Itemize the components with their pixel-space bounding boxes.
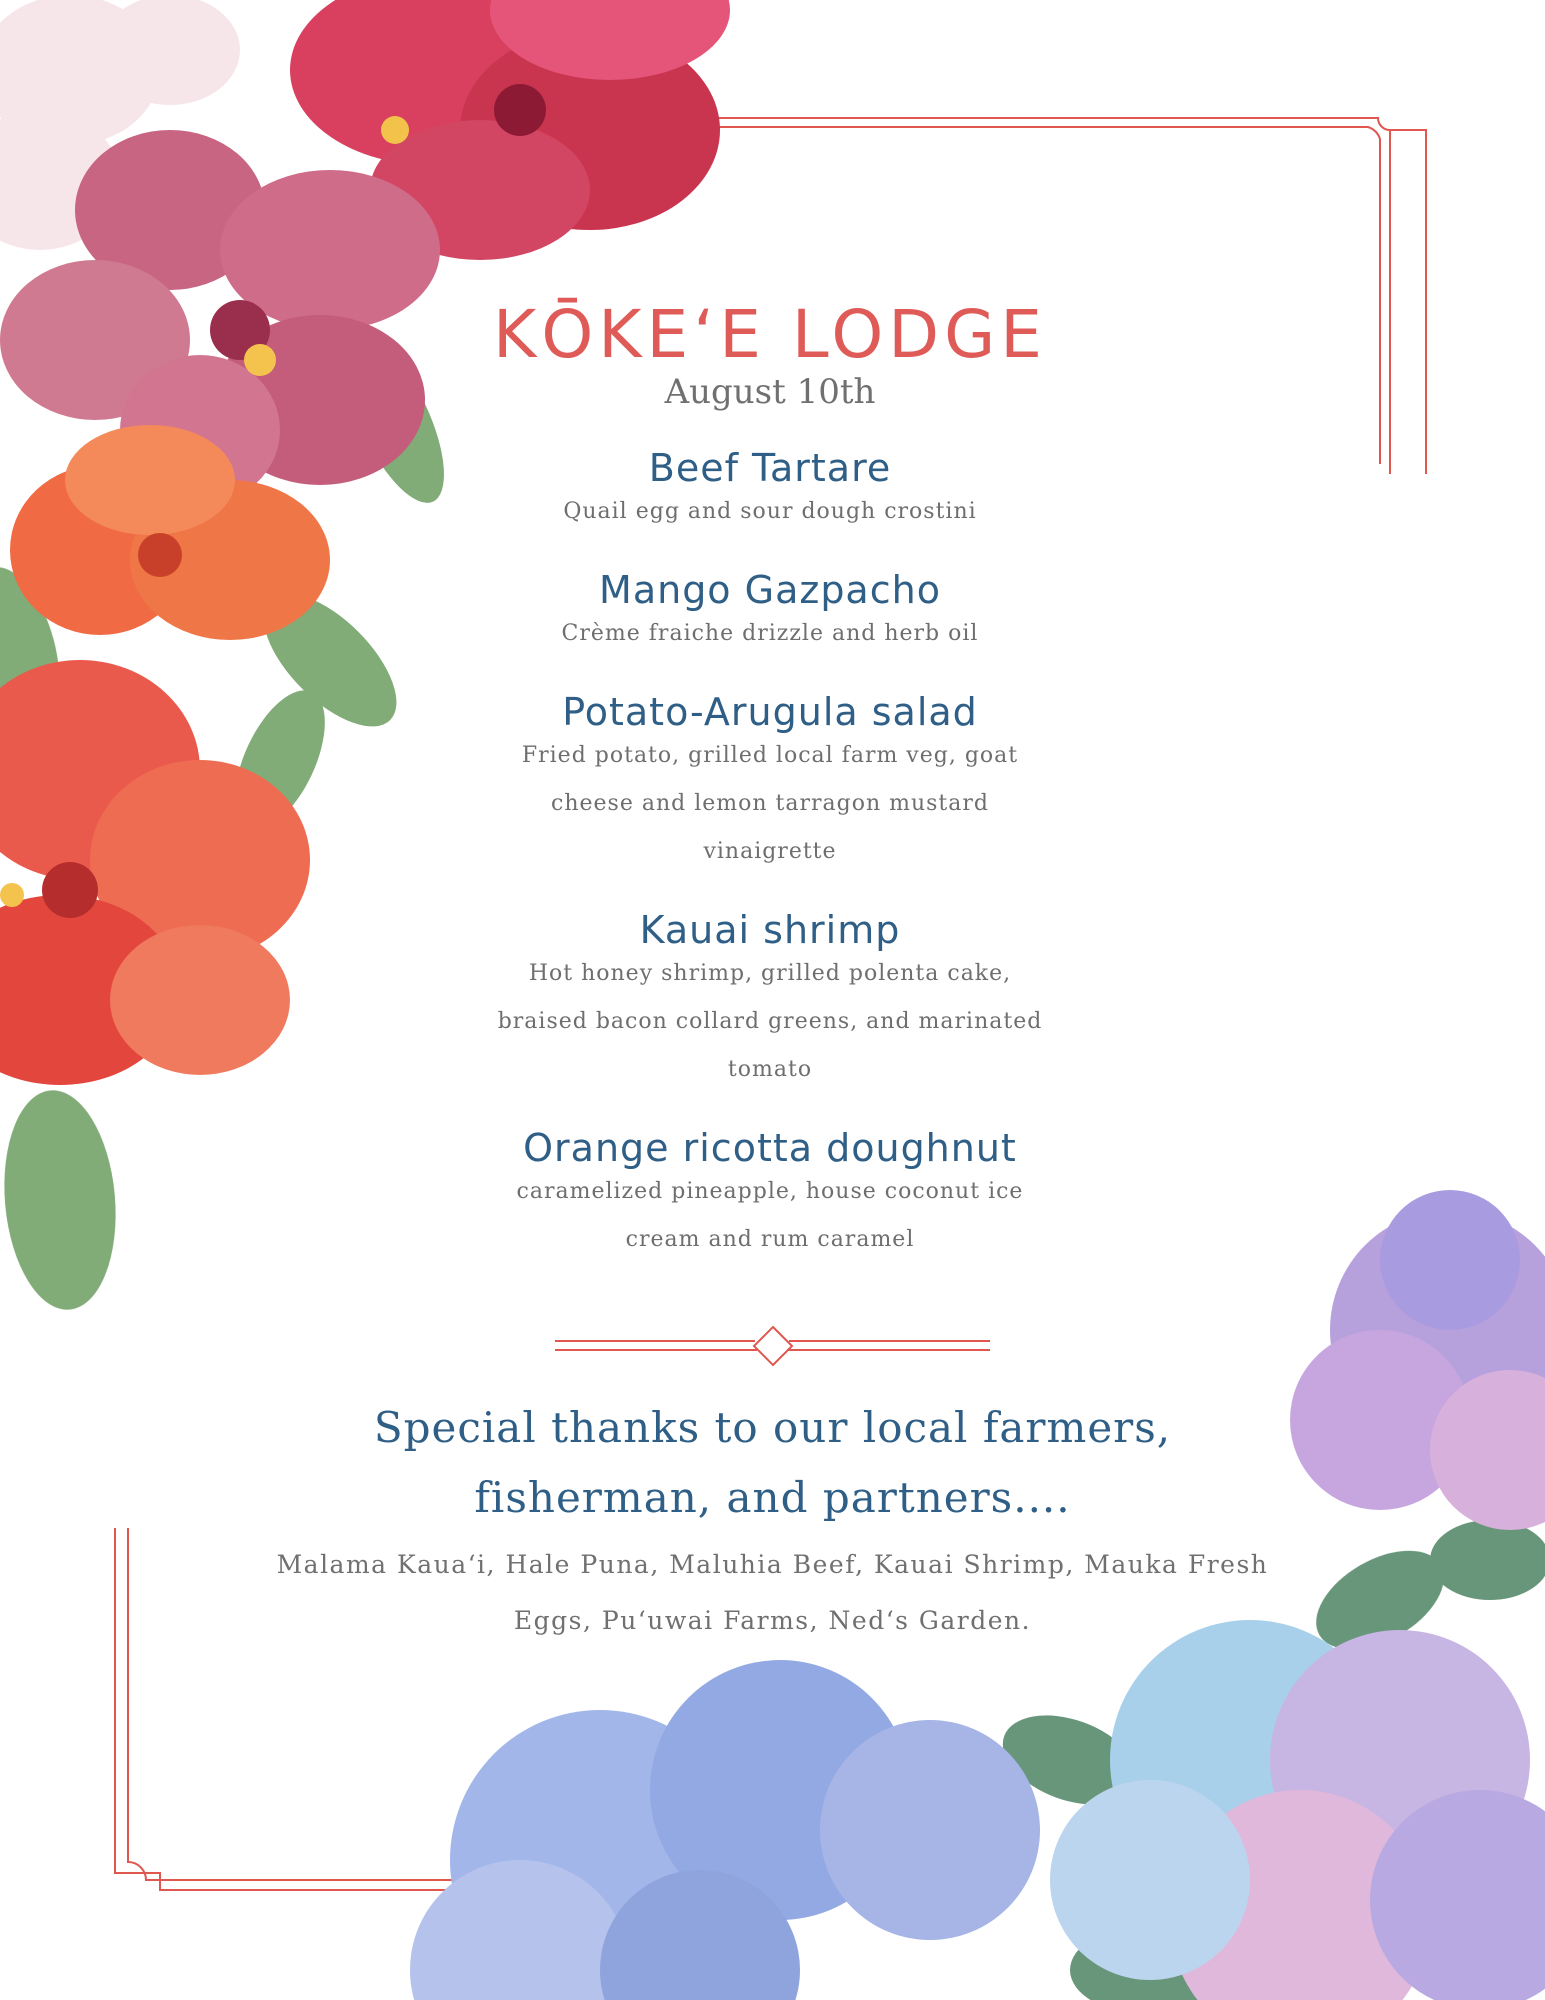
dish-name: Potato-Arugula salad bbox=[562, 690, 978, 734]
event-date: August 10th bbox=[664, 372, 876, 412]
restaurant-title: KŌKE‘E LODGE bbox=[493, 296, 1047, 373]
course-item bbox=[460, 908, 1080, 1094]
thanks-heading: Special thanks to our local farmers, fisherman, and partners.... bbox=[373, 1403, 1172, 1522]
course-item bbox=[460, 1126, 1080, 1264]
dish-name: Mango Gazpacho bbox=[599, 568, 941, 612]
thanks-section bbox=[200, 1393, 1345, 1649]
dish-description: caramelized pineapple, house coconut ice cream and rum caramel bbox=[516, 1179, 1024, 1252]
course-item bbox=[460, 446, 1080, 536]
partners-list: Malama Kaua‘i, Hale Puna, Maluhia Beef, Kauai Shrimp, Mauka Fresh Eggs, Pu‘uwai Farms, Ned‘s Garden. bbox=[276, 1550, 1269, 1635]
dish-description: Fried potato, grilled local farm veg, goat cheese and lemon tarragon mustard vinaigrette bbox=[521, 743, 1019, 864]
blue-hydrangea bbox=[410, 1660, 1040, 2000]
course-item bbox=[460, 690, 1080, 876]
dish-name: Beef Tartare bbox=[648, 446, 892, 490]
dish-description: Quail egg and sour dough crostini bbox=[563, 499, 977, 524]
dish-description: Hot honey shrimp, grilled polenta cake, braised bacon collard greens, and marinated tomato bbox=[497, 961, 1043, 1082]
course-item bbox=[460, 568, 1080, 658]
dish-name: Orange ricotta doughnut bbox=[523, 1126, 1017, 1170]
dish-name: Kauai shrimp bbox=[639, 908, 901, 952]
dish-description: Crème fraiche drizzle and herb oil bbox=[561, 621, 979, 646]
menu-section bbox=[460, 290, 1080, 1264]
pastel-hydrangea bbox=[1050, 1620, 1545, 2000]
diamond-divider bbox=[555, 1327, 990, 1365]
